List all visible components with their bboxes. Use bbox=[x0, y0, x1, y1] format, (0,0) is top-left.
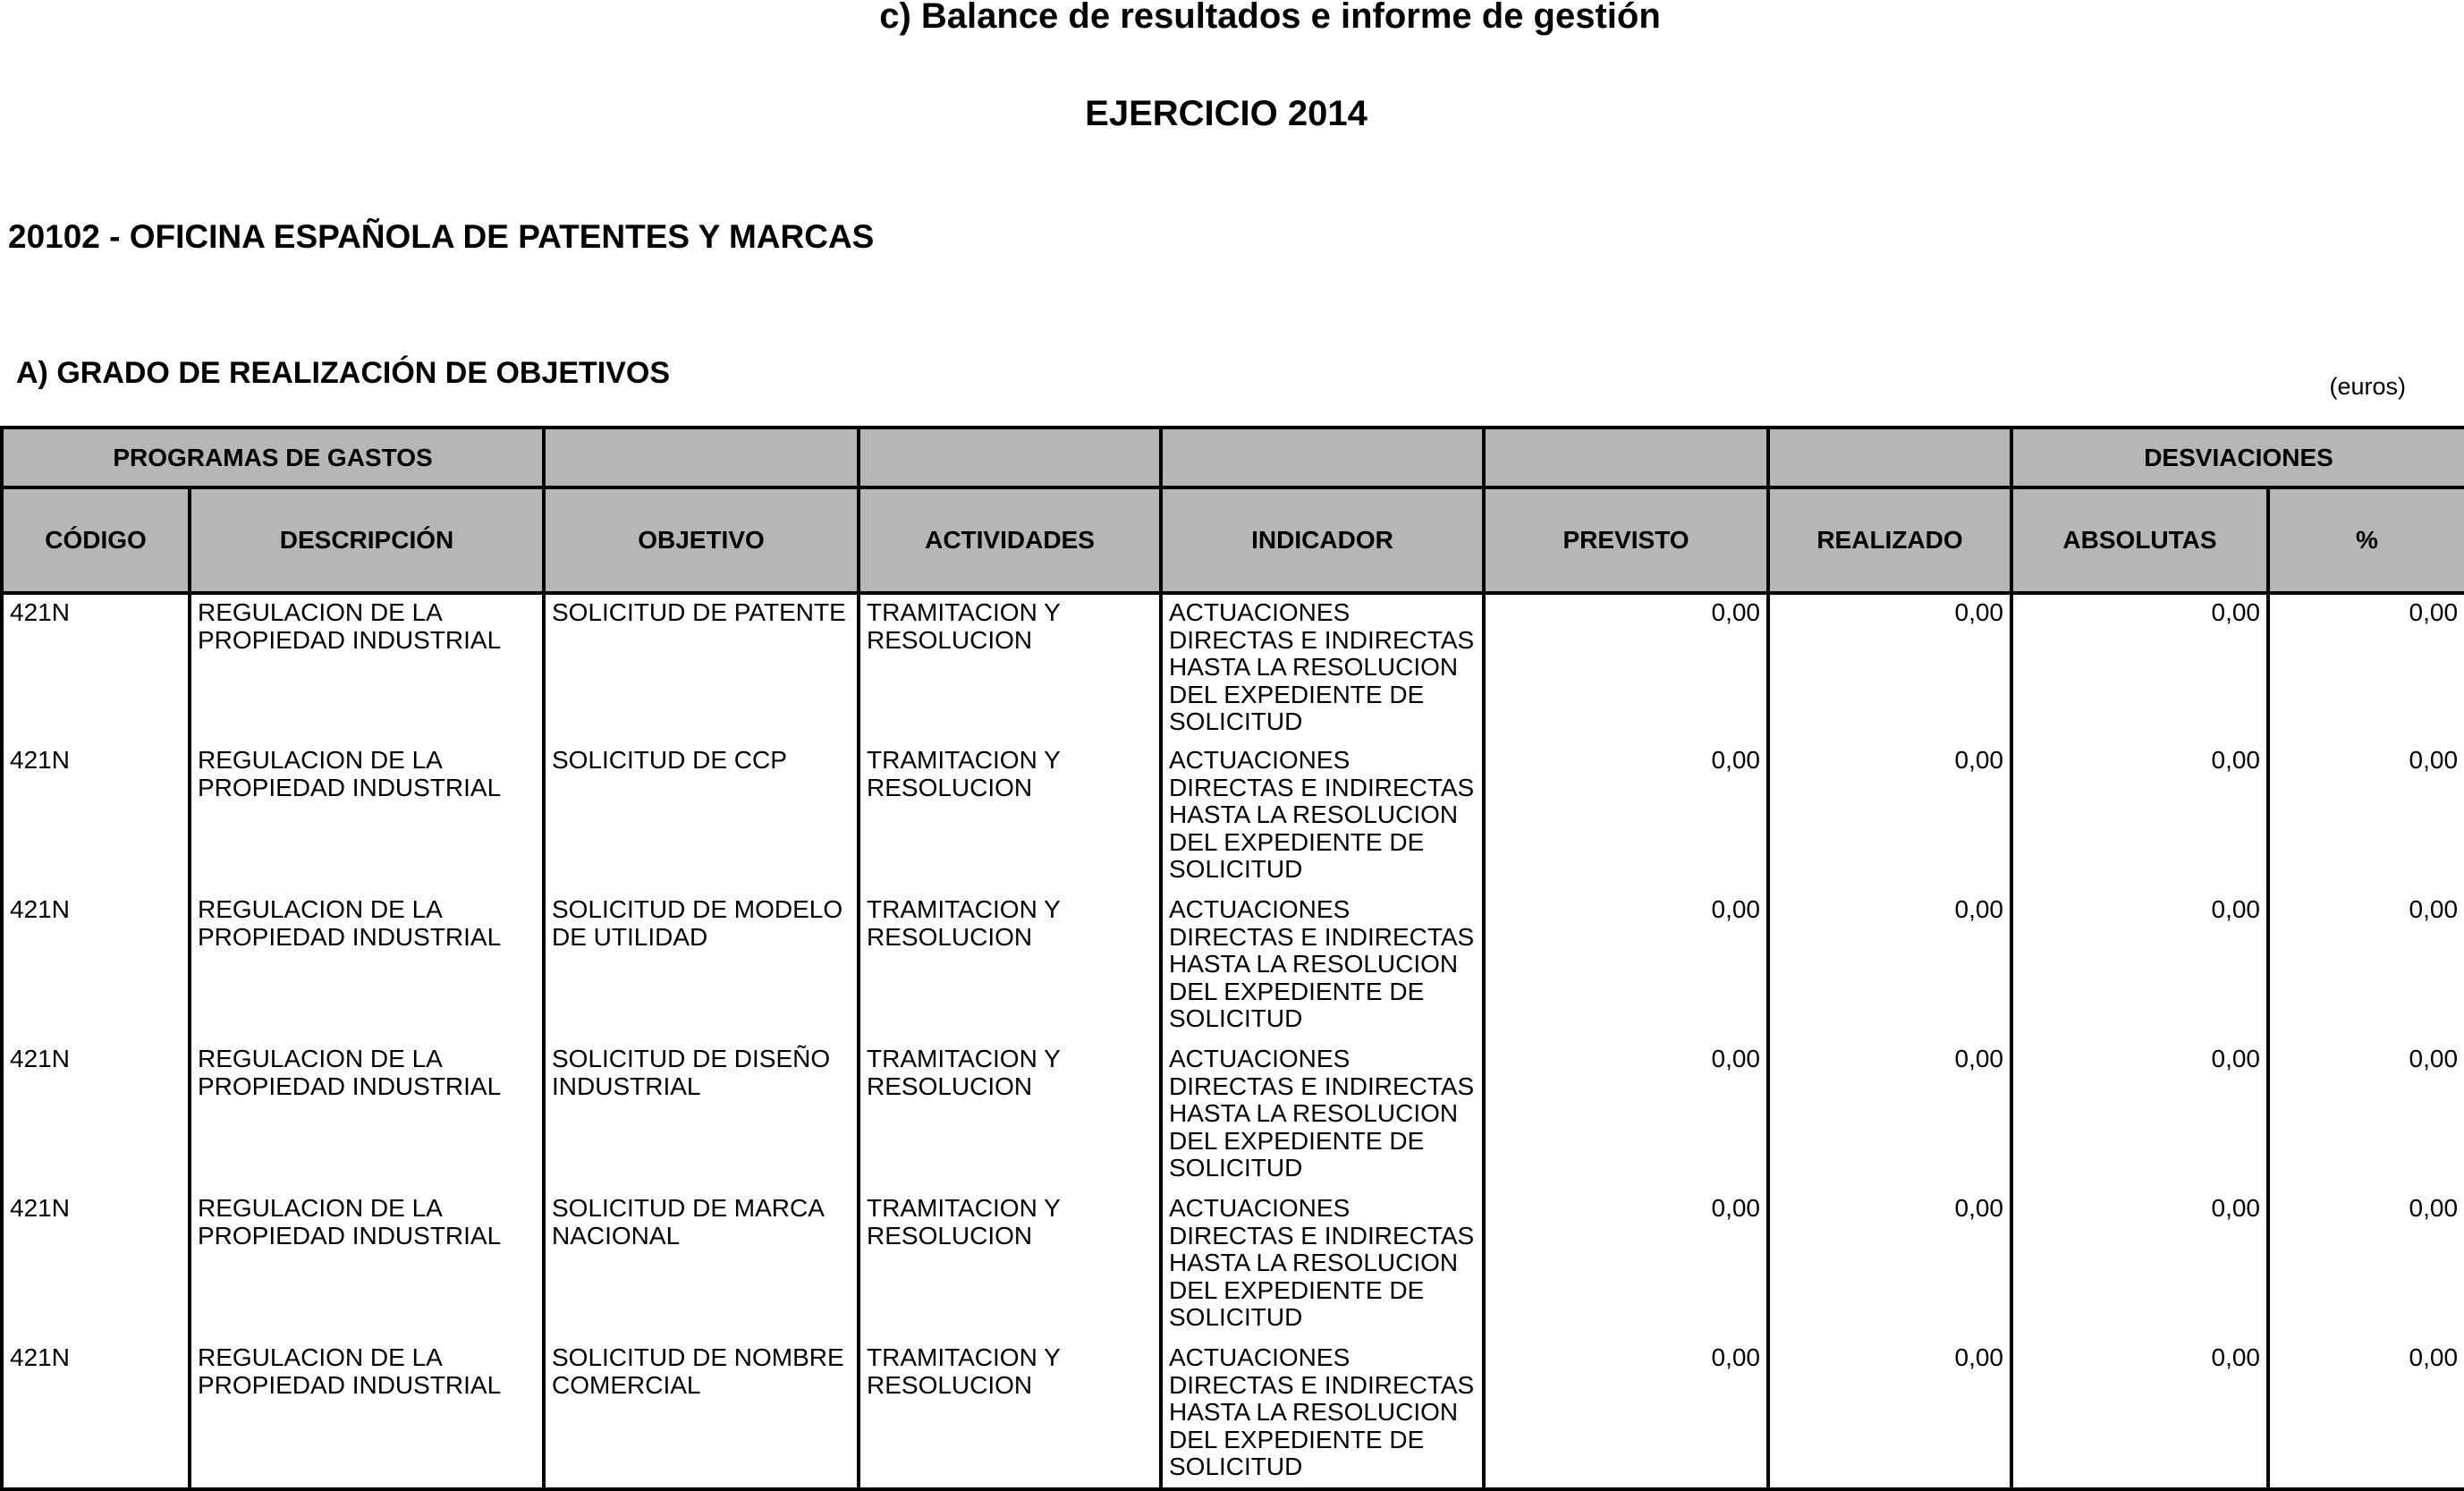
group-header-blank bbox=[1768, 428, 2011, 487]
cell-descripcion: REGULACION DE LA PROPIEDAD INDUSTRIAL bbox=[190, 1340, 544, 1489]
cell-actividades: TRAMITACION Y RESOLUCION bbox=[859, 1041, 1161, 1190]
cell-realizado: 0,00 bbox=[1768, 1041, 2011, 1190]
cell-objetivo: SOLICITUD DE CCP bbox=[544, 742, 859, 892]
cell-absolutas: 0,00 bbox=[2011, 892, 2268, 1041]
cell-codigo: 421N bbox=[2, 1041, 190, 1190]
cell-porcentaje: 0,00 bbox=[2268, 892, 2464, 1041]
column-header-realizado: REALIZADO bbox=[1768, 487, 2011, 593]
cell-objetivo: SOLICITUD DE MODELO DE UTILIDAD bbox=[544, 892, 859, 1041]
cell-previsto: 0,00 bbox=[1484, 1340, 1768, 1489]
cell-descripcion: REGULACION DE LA PROPIEDAD INDUSTRIAL bbox=[190, 1190, 544, 1340]
cell-previsto: 0,00 bbox=[1484, 742, 1768, 892]
table-row bbox=[2, 742, 2464, 892]
cell-descripcion: REGULACION DE LA PROPIEDAD INDUSTRIAL bbox=[190, 892, 544, 1041]
cell-actividades: TRAMITACION Y RESOLUCION bbox=[859, 1190, 1161, 1340]
cell-absolutas: 0,00 bbox=[2011, 593, 2268, 742]
cell-objetivo: SOLICITUD DE PATENTE bbox=[544, 593, 859, 742]
table-row bbox=[2, 1041, 2464, 1190]
cell-indicador: ACTUACIONES DIRECTAS E INDIRECTAS HASTA LA RESOLUCION DEL EXPEDIENTE DE SOLICITUD bbox=[1161, 1190, 1484, 1340]
cell-indicador: ACTUACIONES DIRECTAS E INDIRECTAS HASTA LA RESOLUCION DEL EXPEDIENTE DE SOLICITUD bbox=[1161, 892, 1484, 1041]
group-header-desviaciones: DESVIACIONES bbox=[2011, 428, 2464, 487]
currency-note: (euros) bbox=[2329, 373, 2406, 400]
cell-actividades: TRAMITACION Y RESOLUCION bbox=[859, 1340, 1161, 1489]
column-header-absolutas: ABSOLUTAS bbox=[2011, 487, 2268, 593]
column-header-codigo: CÓDIGO bbox=[2, 487, 190, 593]
group-header-blank bbox=[1484, 428, 1768, 487]
cell-previsto: 0,00 bbox=[1484, 892, 1768, 1041]
cell-previsto: 0,00 bbox=[1484, 1190, 1768, 1340]
cell-actividades: TRAMITACION Y RESOLUCION bbox=[859, 892, 1161, 1041]
cell-objetivo: SOLICITUD DE MARCA NACIONAL bbox=[544, 1190, 859, 1340]
cell-indicador: ACTUACIONES DIRECTAS E INDIRECTAS HASTA LA RESOLUCION DEL EXPEDIENTE DE SOLICITUD bbox=[1161, 593, 1484, 742]
table-row bbox=[2, 1340, 2464, 1489]
cell-indicador: ACTUACIONES DIRECTAS E INDIRECTAS HASTA LA RESOLUCION DEL EXPEDIENTE DE SOLICITUD bbox=[1161, 1041, 1484, 1190]
cell-previsto: 0,00 bbox=[1484, 593, 1768, 742]
cell-porcentaje: 0,00 bbox=[2268, 1041, 2464, 1190]
column-header-porcentaje: % bbox=[2268, 487, 2464, 593]
cell-codigo: 421N bbox=[2, 1340, 190, 1489]
report-title: c) Balance de resultados e informe de gestión bbox=[879, 0, 1661, 36]
cell-codigo: 421N bbox=[2, 1190, 190, 1340]
cell-realizado: 0,00 bbox=[1768, 593, 2011, 742]
section-title: A) GRADO DE REALIZACIÓN DE OBJETIVOS bbox=[16, 356, 671, 390]
cell-descripcion: REGULACION DE LA PROPIEDAD INDUSTRIAL bbox=[190, 593, 544, 742]
cell-absolutas: 0,00 bbox=[2011, 1041, 2268, 1190]
table-row bbox=[2, 1190, 2464, 1340]
cell-realizado: 0,00 bbox=[1768, 1340, 2011, 1489]
column-header-descripcion: DESCRIPCIÓN bbox=[190, 487, 544, 593]
entity-name: 20102 - OFICINA ESPAÑOLA DE PATENTES Y MARCAS bbox=[8, 218, 875, 255]
fiscal-year-title: EJERCICIO 2014 bbox=[1085, 94, 1367, 133]
cell-actividades: TRAMITACION Y RESOLUCION bbox=[859, 593, 1161, 742]
cell-codigo: 421N bbox=[2, 593, 190, 742]
cell-actividades: TRAMITACION Y RESOLUCION bbox=[859, 742, 1161, 892]
cell-porcentaje: 0,00 bbox=[2268, 593, 2464, 742]
column-header-actividades: ACTIVIDADES bbox=[859, 487, 1161, 593]
cell-absolutas: 0,00 bbox=[2011, 1340, 2268, 1489]
group-header-blank bbox=[1161, 428, 1484, 487]
cell-absolutas: 0,00 bbox=[2011, 1190, 2268, 1340]
cell-absolutas: 0,00 bbox=[2011, 742, 2268, 892]
cell-porcentaje: 0,00 bbox=[2268, 1190, 2464, 1340]
cell-codigo: 421N bbox=[2, 892, 190, 1041]
group-header-blank bbox=[859, 428, 1161, 487]
group-header-programas: PROGRAMAS DE GASTOS bbox=[2, 428, 544, 487]
cell-descripcion: REGULACION DE LA PROPIEDAD INDUSTRIAL bbox=[190, 1041, 544, 1190]
cell-porcentaje: 0,00 bbox=[2268, 742, 2464, 892]
cell-realizado: 0,00 bbox=[1768, 892, 2011, 1041]
cell-porcentaje: 0,00 bbox=[2268, 1340, 2464, 1489]
cell-indicador: ACTUACIONES DIRECTAS E INDIRECTAS HASTA LA RESOLUCION DEL EXPEDIENTE DE SOLICITUD bbox=[1161, 742, 1484, 892]
cell-descripcion: REGULACION DE LA PROPIEDAD INDUSTRIAL bbox=[190, 742, 544, 892]
group-header-row bbox=[2, 428, 2464, 487]
cell-previsto: 0,00 bbox=[1484, 1041, 1768, 1190]
cell-objetivo: SOLICITUD DE DISEÑO INDUSTRIAL bbox=[544, 1041, 859, 1190]
cell-realizado: 0,00 bbox=[1768, 1190, 2011, 1340]
objectives-table bbox=[0, 426, 2464, 1491]
cell-codigo: 421N bbox=[2, 742, 190, 892]
column-header-objetivo: OBJETIVO bbox=[544, 487, 859, 593]
cell-objetivo: SOLICITUD DE NOMBRE COMERCIAL bbox=[544, 1340, 859, 1489]
column-header-indicador: INDICADOR bbox=[1161, 487, 1484, 593]
column-header-previsto: PREVISTO bbox=[1484, 487, 1768, 593]
group-header-blank bbox=[544, 428, 859, 487]
cell-indicador: ACTUACIONES DIRECTAS E INDIRECTAS HASTA LA RESOLUCION DEL EXPEDIENTE DE SOLICITUD bbox=[1161, 1340, 1484, 1489]
cell-realizado: 0,00 bbox=[1768, 742, 2011, 892]
table-row bbox=[2, 892, 2464, 1041]
table-row bbox=[2, 593, 2464, 742]
column-header-row bbox=[2, 487, 2464, 593]
